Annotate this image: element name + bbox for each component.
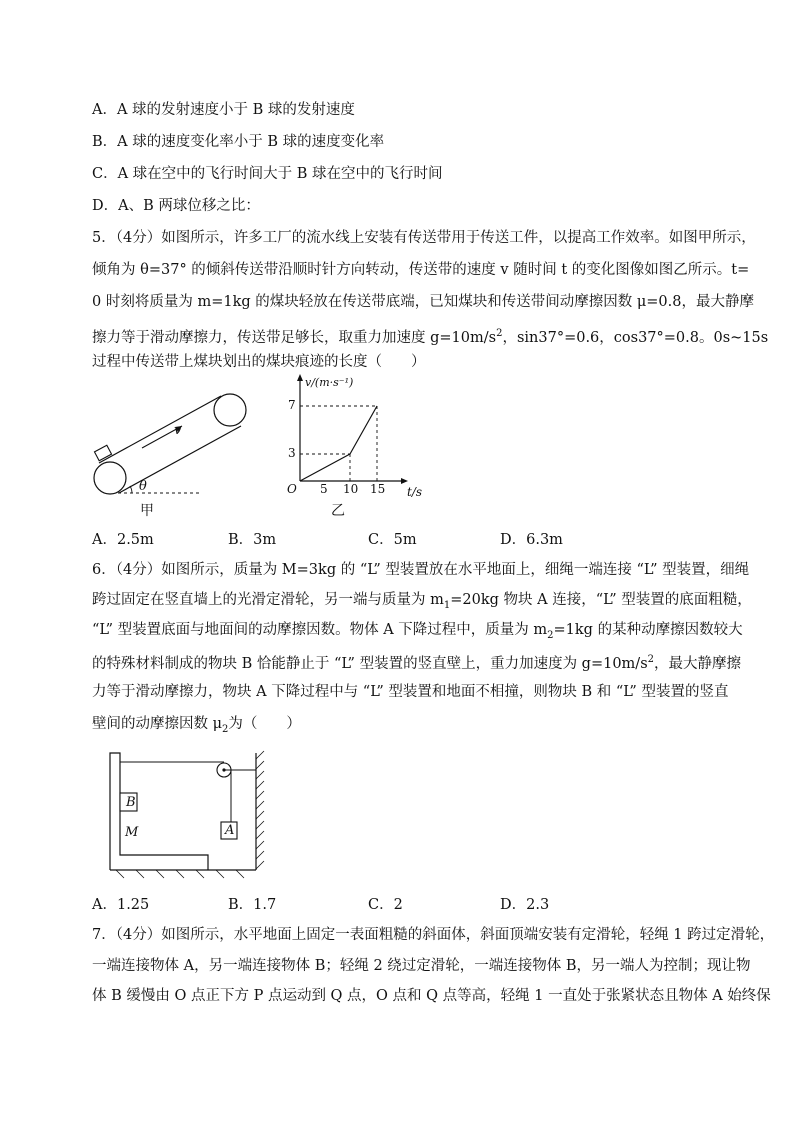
q6-text-line-5: 力等于滑动摩擦力，物块 A 下降过程中与 “L” 型装置和地面不相撞，则物块 B 和 “L” 型装置的竖直	[92, 684, 729, 700]
q6-line2-a: 跨过固定在竖直墙上的光滑定滑轮，另一端与质量为 m	[92, 592, 444, 608]
q4-option-d: D．A、B 两球位移之比：	[92, 198, 260, 214]
q6-line4-sup: 2	[647, 654, 655, 665]
q5-yi-xlabel: t/s	[407, 485, 423, 499]
q5-yi-ylabel: v/(m·s⁻¹)	[305, 376, 354, 389]
q5-line4-b: ，sin37°=0.6，cos37°=0.8。0s~15s	[502, 329, 769, 346]
q5-jia-caption: 甲	[140, 503, 154, 519]
q6-line2-sub: 1	[443, 599, 451, 611]
q5-text-line-2: 倾角为 θ=37° 的倾斜传送带沿顺时针方向转动，传送带的速度 v 随时间 t 的变化图像如图乙所示。t=	[92, 262, 750, 278]
q6-option-c: C．2	[368, 897, 403, 913]
q6-line3-a: “L” 型装置底面与地面间的动摩擦因数。物体 A 下降过程中，质量为 m	[92, 622, 548, 638]
q6-fig-label-b: B	[126, 795, 136, 810]
q6-fig-label-m: M	[125, 825, 139, 840]
q6-line2-b: =20kg 物块 A 连接，“L” 型装置的底面粗糙，	[450, 592, 752, 608]
q4-option-c: C．A 球在空中的飞行时间大于 B 球在空中的飞行时间	[92, 166, 443, 182]
q7-text-line-3: 体 B 缓慢由 O 点正下方 P 点运动到 Q 点，O 点和 Q 点等高，轻绳 1 一直处于张紧状态且物体 A 始终保	[92, 988, 771, 1004]
q5-text-line-4	[92, 324, 768, 348]
q5-options	[92, 528, 692, 548]
q5-yi-ytick-3: 3	[288, 446, 296, 460]
q5-line4-a: 擦力等于滑动摩擦力，传送带足够长，取重力加速度 g=10m/s	[92, 329, 497, 346]
q6-text-line-4	[92, 650, 741, 674]
q5-option-a: A．2.5m	[92, 532, 154, 548]
q4-option-a: A．A 球的发射速度小于 B 球的发射速度	[92, 102, 355, 118]
q7-text-line-1: 7．（4分）如图所示，水平地面上固定一表面粗糙的斜面体，斜面顶端安装有定滑轮，轻绳 1 跨过定滑轮，	[92, 927, 775, 943]
q6-line3-sub: 2	[547, 629, 554, 641]
q5-figure-conveyor	[90, 388, 250, 518]
q6-line3-b: =1kg 的某种动摩擦因数较大	[553, 622, 743, 638]
q6-line6-sub: 2	[222, 723, 229, 735]
q5-option-d: D．6.3m	[500, 532, 563, 548]
q5-option-c: C．5m	[368, 532, 417, 548]
q6-line6-b: 为（ ）	[228, 716, 301, 732]
q6-text-line-6	[92, 714, 301, 740]
q5-line4-sup: 2	[496, 328, 503, 339]
q6-option-b: B．1.7	[228, 897, 277, 913]
q5-text-line-3: 0 时刻将质量为 m=1kg 的煤块轻放在传送带底端，已知煤块和传送带间动摩擦因数 μ=0.8，最大静摩	[92, 294, 754, 310]
q6-text-line-3	[92, 620, 743, 646]
q6-text-line-2	[92, 590, 752, 616]
q5-yi-origin: O	[287, 482, 297, 496]
q5-yi-caption: 乙	[331, 503, 345, 519]
q5-text-line-1: 5．（4分）如图所示，许多工厂的流水线上安装有传送带用于传送工件，以提高工作效率。如图甲所示，	[92, 230, 756, 246]
q5-option-b: B．3m	[228, 532, 277, 548]
q4-option-b: B．A 球的速度变化率小于 B 球的速度变化率	[92, 134, 385, 150]
q5-yi-ytick-7: 7	[288, 398, 296, 412]
q6-options	[92, 893, 692, 913]
q6-fig-label-a: A	[225, 823, 235, 838]
q5-yi-xtick-5: 5	[320, 482, 328, 496]
q6-text-line-1: 6．（4分）如图所示，质量为 M=3kg 的 “L” 型装置放在水平地面上，细绳一端连接 “L” 型装置，细绳	[92, 562, 750, 578]
q7-text-line-2: 一端连接物体 A，另一端连接物体 B；轻绳 2 绕过定滑轮，一端连接物体 B，另一端人为控制；现让物	[92, 958, 751, 974]
q5-jia-theta-label: θ	[139, 479, 147, 494]
q6-option-d: D．2.3	[500, 897, 550, 913]
q6-line4-a: 的特殊材料制成的物块 B 恰能静止于 “L” 型装置的竖直壁上，重力加速度为 g=10m/s	[92, 655, 648, 672]
q6-line4-b: ，最大静摩擦	[654, 655, 742, 672]
q5-jia-v-label: v	[174, 423, 182, 438]
q5-yi-xtick-10: 10	[343, 482, 359, 496]
q5-yi-xtick-15: 15	[370, 482, 386, 496]
q6-line6-a: 壁间的动摩擦因数 μ	[92, 716, 223, 732]
q6-figure-l-device	[96, 745, 276, 880]
q6-option-a: A．1.25	[92, 897, 150, 913]
q5-text-line-5: 过程中传送带上煤块划出的煤块痕迹的长度（ ）	[92, 354, 426, 370]
q5-figure-vt-graph	[280, 370, 430, 500]
